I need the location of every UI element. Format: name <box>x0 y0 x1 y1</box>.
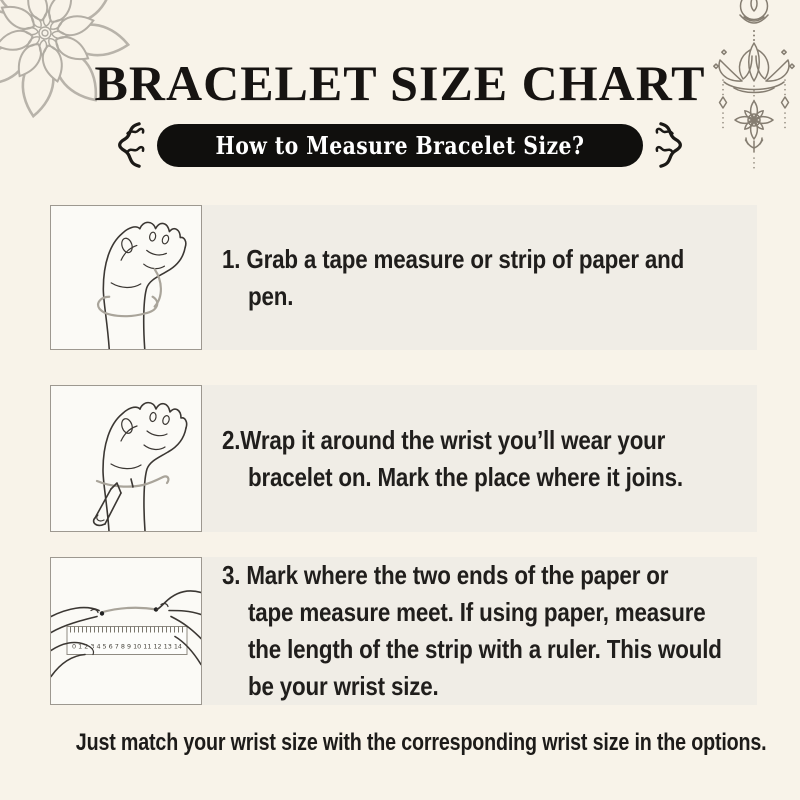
right-flourish-icon <box>654 120 687 170</box>
step-1-text <box>202 205 759 350</box>
step-3-line-2: tape measure meet. If using paper, measure <box>248 597 706 627</box>
step-3-line-4: be your wrist size. <box>248 671 439 701</box>
ruler-numbers: 0 1 2 3 4 5 6 7 8 9 10 11 12 13 14 <box>72 642 182 651</box>
step-2-text <box>202 385 757 532</box>
step-2-row <box>50 385 757 532</box>
step-1-hand-illustration <box>50 205 202 350</box>
step-1-line-1: 1. Grab a tape measure or strip of paper and <box>222 243 685 274</box>
step-2-line-1: 2.Wrap it around the wrist you’ll wear your <box>222 424 666 455</box>
step-3-line-1: 3. Mark where the two ends of the paper or <box>222 560 669 590</box>
step-3-line-3: the length of the strip with a ruler. This would <box>248 634 722 664</box>
step-3-text <box>202 557 799 705</box>
subtitle-badge-row <box>0 120 800 170</box>
page-title: BRACELET SIZE CHART <box>94 55 706 111</box>
step-2-hand-illustration <box>50 385 202 532</box>
question-badge <box>157 124 643 167</box>
step-3-ruler-illustration <box>50 557 202 705</box>
step-1-row <box>50 205 757 350</box>
step-2-line-2: bracelet on. Mark the place where it joins. <box>248 461 683 492</box>
footer-note <box>0 729 800 757</box>
step-3-row <box>50 557 757 705</box>
footer-note-text: Just match your wrist size with the corresponding wrist size in the options. <box>75 729 767 756</box>
left-flourish-icon <box>113 120 146 170</box>
step-1-line-2: pen. <box>248 280 294 311</box>
question-badge-label: How to Measure Bracelet Size? <box>215 130 585 160</box>
